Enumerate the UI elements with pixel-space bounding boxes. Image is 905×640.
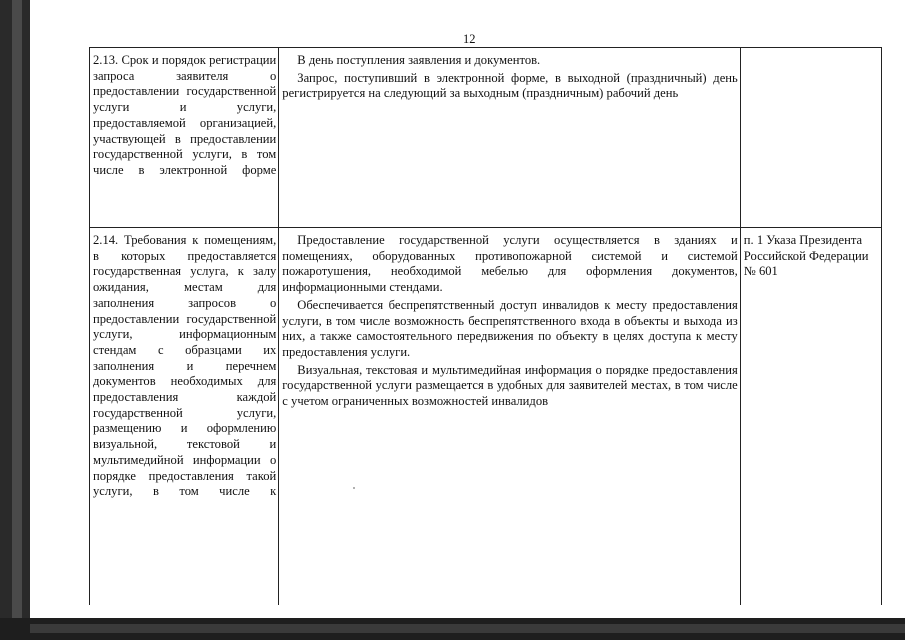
table-row bbox=[90, 48, 882, 228]
legal-basis: п. 1 Указа Президента Российской Федерации № 601 bbox=[743, 233, 869, 279]
regulation-table bbox=[89, 47, 882, 605]
requirement-content-cell bbox=[279, 228, 740, 606]
table-row bbox=[90, 228, 882, 606]
requirement-label-cell bbox=[90, 228, 279, 606]
content-paragraph: Предоставление государственной услуги осуществляется в зданиях и помещениях, оборудованных противопожарной системой и системой пожаротушения, необходимой мебелью для оформления документов, информационными стендами. bbox=[282, 233, 738, 295]
requirement-label: 2.14. Требования к помещениям, в которых предоставляется государственная услуга, к залу ожидания, местам для заполнения запросов о предоставлении государственной услуги, информационным стендам с образцами их заполнения и перечнем документов необходимых для предоставления каждой государственной услуги, размещению и оформлению визуальной, текстовой и мультимедийной информации о порядке предоставления такой услуги, в том числе к bbox=[93, 233, 277, 499]
content-paragraph: Запрос, поступивший в электронной форме, в выходной (праздничный) день регистрируется на следующий за выходным (праздничным) рабочий день bbox=[282, 70, 738, 101]
legal-basis-cell bbox=[740, 228, 881, 606]
content-paragraph: Визуальная, текстовая и мультимедийная информация о порядке предоставления государственной услуги размещается в удобных для заявителей местах, в том числе с учетом ограниченных возможностей инвалидов bbox=[282, 362, 738, 409]
requirement-label-cell bbox=[90, 48, 279, 228]
legal-basis-cell bbox=[740, 48, 881, 228]
content-paragraph: Обеспечивается беспрепятственный доступ инвалидов к месту предоставления услуги, в том числе возможность беспрепятственного входа в объекты и выхода из них, а также самостоятельного передвижения по объекту в целях доступа к месту предоставления услуги. bbox=[282, 297, 738, 359]
page-number: 12 bbox=[463, 32, 476, 46]
requirement-label: 2.13. Срок и порядок регистрации запроса заявителя о предоставлении государственной услуги и услуги, предоставляемой организацией, участвующей в предоставлении государственной услуги, в том числе в электронной форме bbox=[93, 53, 277, 177]
scan-edge-left-inner bbox=[12, 0, 22, 618]
requirement-content-cell bbox=[279, 48, 740, 228]
content-paragraph: В день поступления заявления и документов. bbox=[297, 53, 541, 67]
scan-edge-bottom-strip bbox=[30, 624, 905, 633]
